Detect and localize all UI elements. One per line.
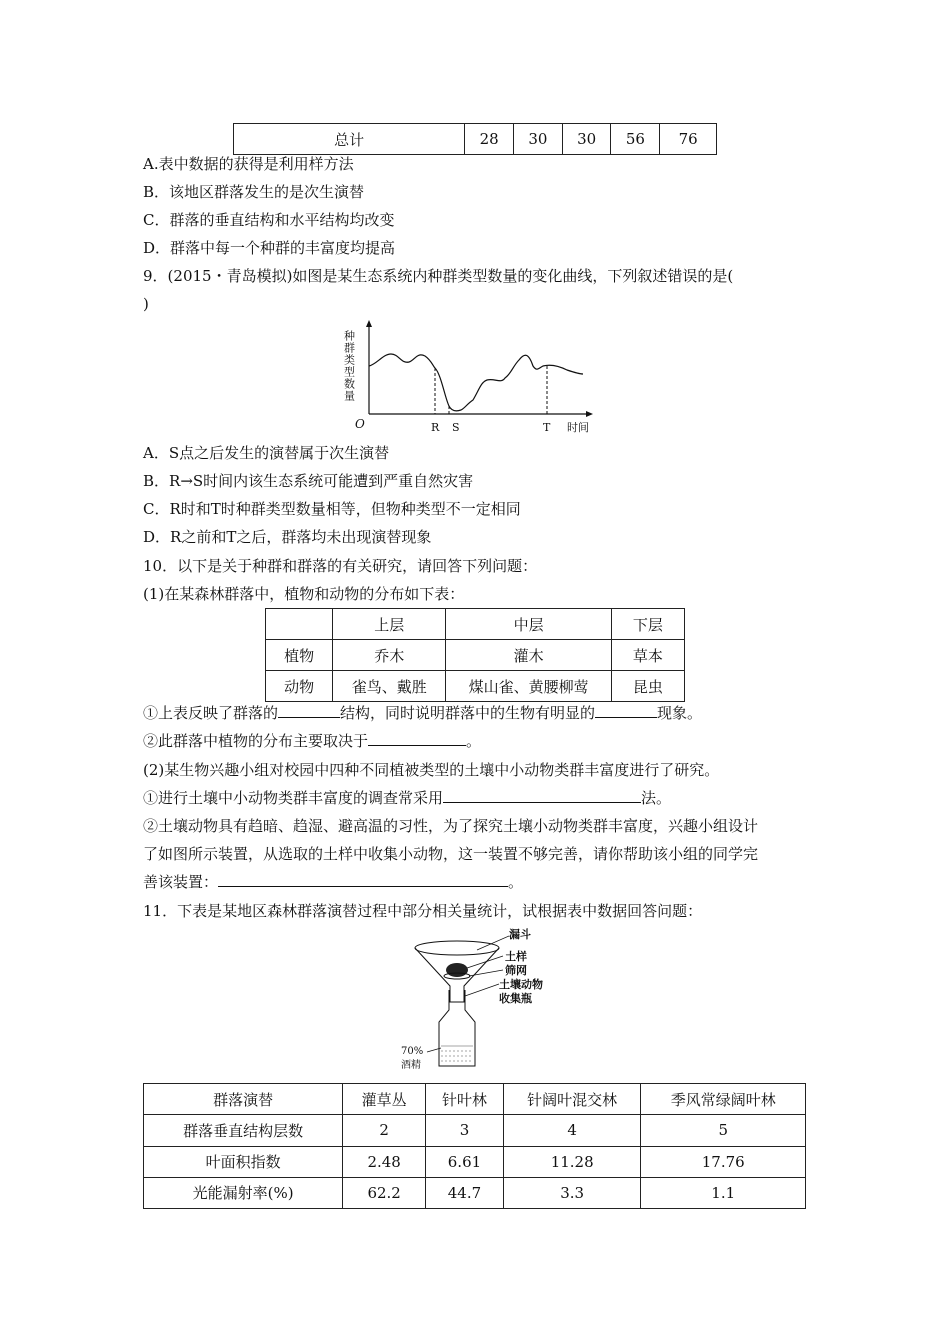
- table-cell: 针阔叶混交林: [503, 1084, 641, 1115]
- table-row: [144, 1084, 806, 1115]
- table-cell: 11.28: [503, 1146, 641, 1177]
- table-row: [266, 671, 685, 702]
- soil-animal-collector-diagram: [395, 926, 565, 1076]
- sub-question: 善该装置： 。: [143, 873, 524, 891]
- table-cell: 1.1: [641, 1177, 806, 1208]
- option-text: B．R→S时间内该生态系统可能遭到严重自然灾害: [143, 472, 474, 490]
- y-axis-label: 种群类型数量: [342, 330, 356, 402]
- population-curve-graph: [342, 318, 605, 438]
- table-row: [266, 640, 685, 671]
- table-cell: 煤山雀、黄腰柳莺: [446, 671, 611, 702]
- forest-layer-table: [265, 608, 685, 702]
- table-row: [144, 1177, 806, 1208]
- table-cell: 中层: [446, 609, 611, 640]
- table-cell: 灌木: [446, 640, 611, 671]
- table-cell: 56: [611, 124, 660, 155]
- sub-question: ②此群落中植物的分布主要取决于 。: [143, 732, 482, 750]
- option-text: A.表中数据的获得是利用样方法: [143, 155, 354, 173]
- table-cell: 4: [503, 1115, 641, 1146]
- table-cell: 叶面积指数: [144, 1146, 343, 1177]
- table-cell: 光能漏射率(%): [144, 1177, 343, 1208]
- paragraph: 了如图所示装置，从选取的土样中收集小动物，这一装置不够完善，请你帮助该小组的同学完: [143, 845, 759, 863]
- table-cell: 植物: [266, 640, 333, 671]
- table-cell: 3.3: [503, 1177, 641, 1208]
- soil-sample-icon: [446, 963, 468, 977]
- tick-label-r: R: [431, 421, 440, 434]
- option-text: D．群落中每一个种群的丰富度均提高: [143, 239, 396, 257]
- table-cell: 针叶林: [426, 1084, 504, 1115]
- option-text: B．该地区群落发生的是次生演替: [143, 183, 365, 201]
- table-cell: 17.76: [641, 1146, 806, 1177]
- collection-bottle-icon: [439, 990, 475, 1066]
- answer-blank[interactable]: [443, 788, 641, 803]
- table-cell: 2.48: [343, 1146, 426, 1177]
- mesh-label: 筛网: [505, 964, 527, 977]
- question-stem: 10．以下是关于种群和群落的有关研究，请回答下列问题：: [143, 557, 538, 575]
- table-cell: 30: [562, 124, 611, 155]
- table-row: [144, 1115, 806, 1146]
- tick-label-t: T: [543, 421, 551, 434]
- table-cell: 6.61: [426, 1146, 504, 1177]
- paragraph: ②土壤动物具有趋暗、趋湿、避高温的习性，为了探究土壤小动物类群丰富度，兴趣小组设计: [143, 817, 759, 835]
- table-cell: 群落演替: [144, 1084, 343, 1115]
- table-cell: 昆虫: [611, 671, 684, 702]
- alcohol-label: 酒精: [401, 1060, 421, 1071]
- paragraph: (1)在某森林群落中，植物和动物的分布如下表：: [143, 585, 465, 603]
- table-row: [144, 1146, 806, 1177]
- table-cell: 3: [426, 1115, 504, 1146]
- table-cell: 群落垂直结构层数: [144, 1115, 343, 1146]
- funnel-rim: [415, 941, 499, 955]
- answer-blank[interactable]: [278, 703, 340, 718]
- table-cell: 30: [513, 124, 562, 155]
- table-cell: 总计: [234, 124, 465, 155]
- question-stem: 11．下表是某地区森林群落演替过程中部分相关量统计，试根据表中数据回答问题：: [143, 902, 703, 920]
- total-table: [233, 123, 717, 155]
- answer-blank[interactable]: [595, 703, 657, 718]
- table-row: [234, 124, 717, 155]
- leader-line: [469, 970, 503, 976]
- x-axis-label: 时间: [567, 421, 589, 434]
- table-cell: 62.2: [343, 1177, 426, 1208]
- question-stem: ): [143, 295, 149, 313]
- leader-line: [465, 984, 499, 996]
- question-stem: 9．(2015・青岛模拟)如图是某生态系统内种群类型数量的变化曲线，下列叙述错误的是(: [143, 267, 734, 285]
- table-cell: 76: [660, 124, 717, 155]
- table-cell: 44.7: [426, 1177, 504, 1208]
- bottle-label: 收集瓶: [499, 992, 532, 1005]
- option-text: A．S点之后发生的演替属于次生演替: [143, 444, 390, 462]
- table-cell: 28: [465, 124, 514, 155]
- x-axis-arrow: [586, 411, 593, 417]
- soil-label: 土样: [505, 950, 527, 963]
- paragraph: (2)某生物兴趣小组对校园中四种不同植被类型的土壤中小动物类群丰富度进行了研究。: [143, 761, 720, 779]
- answer-blank[interactable]: [218, 872, 508, 887]
- sub-question: ①上表反映了群落的 结构，同时说明群落中的生物有明显的 现象。: [143, 704, 703, 722]
- tick-label-s: S: [452, 421, 460, 434]
- table-cell: 动物: [266, 671, 333, 702]
- option-text: D．R之前和T之后，群落均未出现演替现象: [143, 528, 432, 546]
- table-cell: 季风常绿阔叶林: [641, 1084, 806, 1115]
- table-cell: [266, 609, 333, 640]
- alcohol-liquid: [441, 1046, 473, 1061]
- curve-line: [369, 354, 583, 411]
- table-cell: 2: [343, 1115, 426, 1146]
- table-row: [266, 609, 685, 640]
- table-cell: 上层: [333, 609, 446, 640]
- table-cell: 5: [641, 1115, 806, 1146]
- table-cell: 雀鸟、戴胜: [333, 671, 446, 702]
- funnel-label: 漏斗: [509, 928, 531, 941]
- succession-table: [143, 1083, 806, 1209]
- alcohol-label: 70%: [401, 1046, 424, 1057]
- leader-line: [467, 956, 503, 968]
- table-cell: 灌草丛: [343, 1084, 426, 1115]
- origin-label: O: [355, 417, 365, 431]
- table-cell: 乔木: [333, 640, 446, 671]
- y-axis-arrow: [366, 320, 372, 327]
- bottle-label: 土壤动物: [499, 978, 543, 991]
- answer-blank[interactable]: [368, 731, 466, 746]
- option-text: C．R时和T时种群类型数量相等，但物种类型不一定相同: [143, 500, 521, 518]
- option-text: C．群落的垂直结构和水平结构均改变: [143, 211, 395, 229]
- sub-question: ①进行土壤中小动物类群丰富度的调查常采用 法。: [143, 789, 672, 807]
- table-cell: 下层: [611, 609, 684, 640]
- table-cell: 草本: [611, 640, 684, 671]
